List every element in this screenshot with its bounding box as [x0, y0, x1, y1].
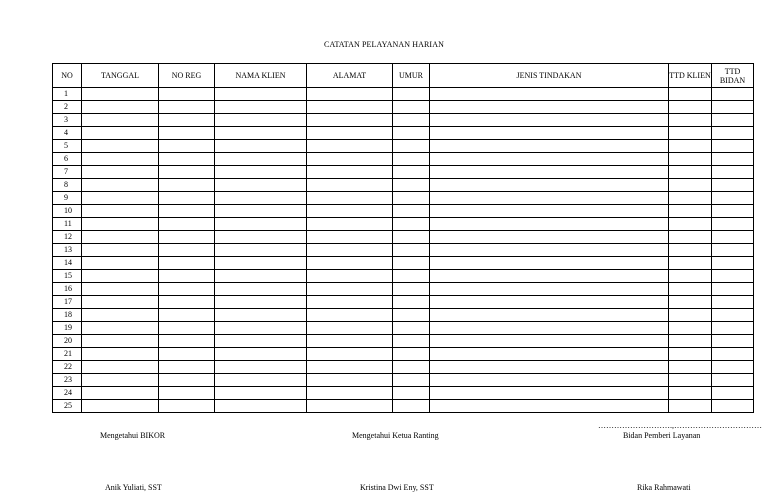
table-cell — [307, 400, 393, 413]
table-cell — [712, 257, 754, 270]
table-row — [53, 348, 754, 361]
table-cell — [430, 231, 669, 244]
table-cell — [307, 205, 393, 218]
table-cell — [669, 283, 712, 296]
table-cell — [712, 387, 754, 400]
column-header: UMUR — [393, 64, 430, 88]
table-cell — [712, 179, 754, 192]
table-body — [53, 88, 754, 413]
signature-label-ketua-ranting: Mengetahui Ketua Ranting — [352, 431, 439, 440]
row-number: 19 — [53, 322, 82, 335]
table-cell — [393, 283, 430, 296]
table-cell — [393, 101, 430, 114]
table-cell — [82, 322, 159, 335]
table-cell — [393, 257, 430, 270]
table-cell — [307, 114, 393, 127]
table-cell — [712, 218, 754, 231]
table-cell — [215, 127, 307, 140]
table-cell — [307, 270, 393, 283]
table-cell — [159, 205, 215, 218]
table-cell — [159, 114, 215, 127]
signatory-name-bikor: Anik Yuliati, SST — [105, 483, 162, 492]
table-cell — [82, 88, 159, 101]
table-cell — [159, 101, 215, 114]
table-cell — [307, 387, 393, 400]
table-header-row — [53, 64, 754, 88]
table-cell — [393, 205, 430, 218]
table-cell — [82, 179, 159, 192]
table-cell — [430, 361, 669, 374]
table-cell — [82, 140, 159, 153]
table-cell — [669, 127, 712, 140]
table-cell — [393, 166, 430, 179]
table-cell — [393, 114, 430, 127]
table-cell — [82, 400, 159, 413]
table-row — [53, 205, 754, 218]
table-cell — [393, 231, 430, 244]
table-cell — [82, 335, 159, 348]
document-title: CATATAN PELAYANAN HARIAN — [324, 40, 444, 49]
table-cell — [669, 309, 712, 322]
table-cell — [82, 244, 159, 257]
table-cell — [393, 244, 430, 257]
table-cell — [159, 283, 215, 296]
table-cell — [215, 205, 307, 218]
table-cell — [712, 374, 754, 387]
row-number: 8 — [53, 179, 82, 192]
table-cell — [669, 114, 712, 127]
table-cell — [82, 192, 159, 205]
table-cell — [669, 348, 712, 361]
table-cell — [393, 88, 430, 101]
table-cell — [307, 283, 393, 296]
table-cell — [159, 335, 215, 348]
table-row — [53, 296, 754, 309]
row-number: 17 — [53, 296, 82, 309]
table-cell — [215, 387, 307, 400]
table-cell — [82, 348, 159, 361]
table-cell — [215, 361, 307, 374]
table-cell — [215, 101, 307, 114]
table-cell — [215, 322, 307, 335]
table-cell — [430, 322, 669, 335]
place-date-line: ……………………….,…………………………… — [598, 421, 762, 430]
table-cell — [82, 127, 159, 140]
table-cell — [307, 348, 393, 361]
table-cell — [430, 400, 669, 413]
table-cell — [393, 374, 430, 387]
table-row — [53, 192, 754, 205]
table-cell — [159, 140, 215, 153]
table-cell — [712, 322, 754, 335]
table-cell — [393, 348, 430, 361]
table-cell — [393, 335, 430, 348]
table-cell — [430, 218, 669, 231]
table-cell — [82, 283, 159, 296]
table-cell — [215, 218, 307, 231]
row-number: 5 — [53, 140, 82, 153]
table-cell — [669, 179, 712, 192]
table-cell — [669, 101, 712, 114]
table-cell — [159, 88, 215, 101]
table-cell — [393, 179, 430, 192]
table-cell — [430, 179, 669, 192]
table-cell — [82, 114, 159, 127]
table-cell — [159, 153, 215, 166]
table-row — [53, 361, 754, 374]
table-cell — [712, 348, 754, 361]
table-cell — [82, 231, 159, 244]
table-cell — [430, 244, 669, 257]
table-cell — [712, 309, 754, 322]
table-cell — [430, 296, 669, 309]
table-cell — [712, 270, 754, 283]
row-number: 21 — [53, 348, 82, 361]
table-row — [53, 101, 754, 114]
table-cell — [712, 153, 754, 166]
row-number: 10 — [53, 205, 82, 218]
table-cell — [669, 400, 712, 413]
table-cell — [430, 335, 669, 348]
table-cell — [307, 361, 393, 374]
table-row — [53, 127, 754, 140]
column-header: TTD KLIEN — [669, 64, 712, 88]
table-cell — [430, 166, 669, 179]
table-cell — [159, 127, 215, 140]
table-cell — [159, 361, 215, 374]
table-cell — [712, 166, 754, 179]
table-cell — [712, 140, 754, 153]
table-cell — [712, 244, 754, 257]
row-number: 16 — [53, 283, 82, 296]
row-number: 2 — [53, 101, 82, 114]
table-cell — [430, 270, 669, 283]
table-cell — [307, 257, 393, 270]
table-cell — [215, 400, 307, 413]
table-cell — [82, 387, 159, 400]
row-number: 6 — [53, 153, 82, 166]
table-cell — [307, 231, 393, 244]
table-cell — [159, 309, 215, 322]
table-cell — [159, 179, 215, 192]
table-cell — [307, 218, 393, 231]
table-cell — [712, 283, 754, 296]
table-cell — [307, 140, 393, 153]
table-cell — [82, 101, 159, 114]
table-cell — [159, 166, 215, 179]
table-cell — [669, 218, 712, 231]
column-header: JENIS TINDAKAN — [430, 64, 669, 88]
table-cell — [430, 374, 669, 387]
table-cell — [159, 257, 215, 270]
table-cell — [669, 335, 712, 348]
table-cell — [712, 335, 754, 348]
table-cell — [712, 205, 754, 218]
table-cell — [82, 218, 159, 231]
table-cell — [430, 257, 669, 270]
table-row — [53, 374, 754, 387]
table-cell — [159, 231, 215, 244]
table-cell — [669, 140, 712, 153]
table-cell — [393, 296, 430, 309]
table-cell — [82, 270, 159, 283]
table-cell — [307, 166, 393, 179]
table-cell — [430, 140, 669, 153]
column-header: ALAMAT — [307, 64, 393, 88]
table-cell — [669, 374, 712, 387]
table-cell — [307, 244, 393, 257]
table-row — [53, 244, 754, 257]
column-header: TANGGAL — [82, 64, 159, 88]
signature-label-bidan: Bidan Pemberi Layanan — [623, 431, 701, 440]
table-row — [53, 270, 754, 283]
table-cell — [82, 361, 159, 374]
table-cell — [307, 179, 393, 192]
table-cell — [669, 231, 712, 244]
table-row — [53, 387, 754, 400]
table-cell — [215, 257, 307, 270]
table-cell — [430, 153, 669, 166]
table-row — [53, 257, 754, 270]
row-number: 3 — [53, 114, 82, 127]
table-cell — [430, 127, 669, 140]
table-cell — [159, 296, 215, 309]
table-cell — [307, 374, 393, 387]
row-number: 24 — [53, 387, 82, 400]
table-row — [53, 218, 754, 231]
table-cell — [159, 400, 215, 413]
column-header: NAMA KLIEN — [215, 64, 307, 88]
table-cell — [393, 192, 430, 205]
table-cell — [215, 153, 307, 166]
table-cell — [430, 114, 669, 127]
table-cell — [82, 166, 159, 179]
table-cell — [393, 387, 430, 400]
table-cell — [215, 309, 307, 322]
table-cell — [215, 88, 307, 101]
table-row — [53, 114, 754, 127]
table-cell — [669, 88, 712, 101]
table-cell — [159, 270, 215, 283]
table-cell — [712, 88, 754, 101]
row-number: 14 — [53, 257, 82, 270]
table-cell — [430, 88, 669, 101]
table-cell — [215, 374, 307, 387]
table-cell — [669, 270, 712, 283]
table-cell — [82, 153, 159, 166]
signature-label-bikor: Mengetahui BIKOR — [100, 431, 166, 440]
table-cell — [430, 309, 669, 322]
row-number: 7 — [53, 166, 82, 179]
table-cell — [307, 322, 393, 335]
row-number: 15 — [53, 270, 82, 283]
table-cell — [712, 361, 754, 374]
table-cell — [215, 335, 307, 348]
table-cell — [712, 114, 754, 127]
row-number: 12 — [53, 231, 82, 244]
table-cell — [712, 296, 754, 309]
table-cell — [215, 296, 307, 309]
table-cell — [669, 153, 712, 166]
table-cell — [307, 101, 393, 114]
table-cell — [82, 309, 159, 322]
table-cell — [307, 192, 393, 205]
row-number: 18 — [53, 309, 82, 322]
row-number: 1 — [53, 88, 82, 101]
table-row — [53, 179, 754, 192]
table-cell — [712, 101, 754, 114]
table-cell — [393, 153, 430, 166]
table-cell — [669, 387, 712, 400]
signatory-name-ketua-ranting: Kristina Dwi Eny, SST — [360, 483, 434, 492]
table-cell — [159, 218, 215, 231]
table-cell — [430, 283, 669, 296]
table-row — [53, 153, 754, 166]
row-number: 25 — [53, 400, 82, 413]
table-cell — [215, 114, 307, 127]
table-cell — [159, 322, 215, 335]
column-header: TTD BIDAN — [712, 64, 754, 88]
table-cell — [393, 322, 430, 335]
table-cell — [669, 192, 712, 205]
table-cell — [159, 387, 215, 400]
table-cell — [393, 270, 430, 283]
table-cell — [215, 179, 307, 192]
table-cell — [307, 335, 393, 348]
table-cell — [393, 127, 430, 140]
table-cell — [307, 153, 393, 166]
table-row — [53, 88, 754, 101]
table-cell — [82, 205, 159, 218]
table-cell — [669, 296, 712, 309]
table-row — [53, 309, 754, 322]
table-cell — [215, 166, 307, 179]
table-cell — [712, 192, 754, 205]
table-cell — [712, 127, 754, 140]
column-header: NO REG — [159, 64, 215, 88]
table-cell — [430, 205, 669, 218]
table-cell — [393, 361, 430, 374]
row-number: 23 — [53, 374, 82, 387]
table-cell — [159, 244, 215, 257]
table-cell — [215, 244, 307, 257]
row-number: 9 — [53, 192, 82, 205]
table-cell — [393, 140, 430, 153]
service-log-table — [52, 63, 754, 413]
row-number: 13 — [53, 244, 82, 257]
table-cell — [82, 374, 159, 387]
table-cell — [82, 296, 159, 309]
row-number: 4 — [53, 127, 82, 140]
table-cell — [307, 309, 393, 322]
table-cell — [669, 257, 712, 270]
table-cell — [669, 166, 712, 179]
table-cell — [215, 348, 307, 361]
table-cell — [159, 348, 215, 361]
row-number: 22 — [53, 361, 82, 374]
table-cell — [159, 374, 215, 387]
table-cell — [307, 88, 393, 101]
table-row — [53, 322, 754, 335]
table-cell — [307, 296, 393, 309]
table-cell — [82, 257, 159, 270]
row-number: 20 — [53, 335, 82, 348]
table-cell — [393, 400, 430, 413]
table-cell — [430, 192, 669, 205]
table-row — [53, 231, 754, 244]
table-cell — [712, 231, 754, 244]
table-row — [53, 283, 754, 296]
row-number: 11 — [53, 218, 82, 231]
table-cell — [215, 231, 307, 244]
table-row — [53, 335, 754, 348]
table-cell — [393, 218, 430, 231]
table-row — [53, 140, 754, 153]
table-cell — [307, 127, 393, 140]
table-cell — [215, 192, 307, 205]
table-cell — [669, 205, 712, 218]
table-cell — [430, 348, 669, 361]
table-row — [53, 400, 754, 413]
table-cell — [669, 361, 712, 374]
table-cell — [215, 283, 307, 296]
table-row — [53, 166, 754, 179]
table-cell — [393, 309, 430, 322]
table-cell — [159, 192, 215, 205]
table-cell — [430, 101, 669, 114]
table-cell — [215, 140, 307, 153]
table-cell — [712, 400, 754, 413]
column-header: NO — [53, 64, 82, 88]
table-cell — [669, 322, 712, 335]
table-cell — [669, 244, 712, 257]
signatory-name-bidan: Rika Rahmawati — [637, 483, 691, 492]
table-cell — [430, 387, 669, 400]
table-cell — [215, 270, 307, 283]
